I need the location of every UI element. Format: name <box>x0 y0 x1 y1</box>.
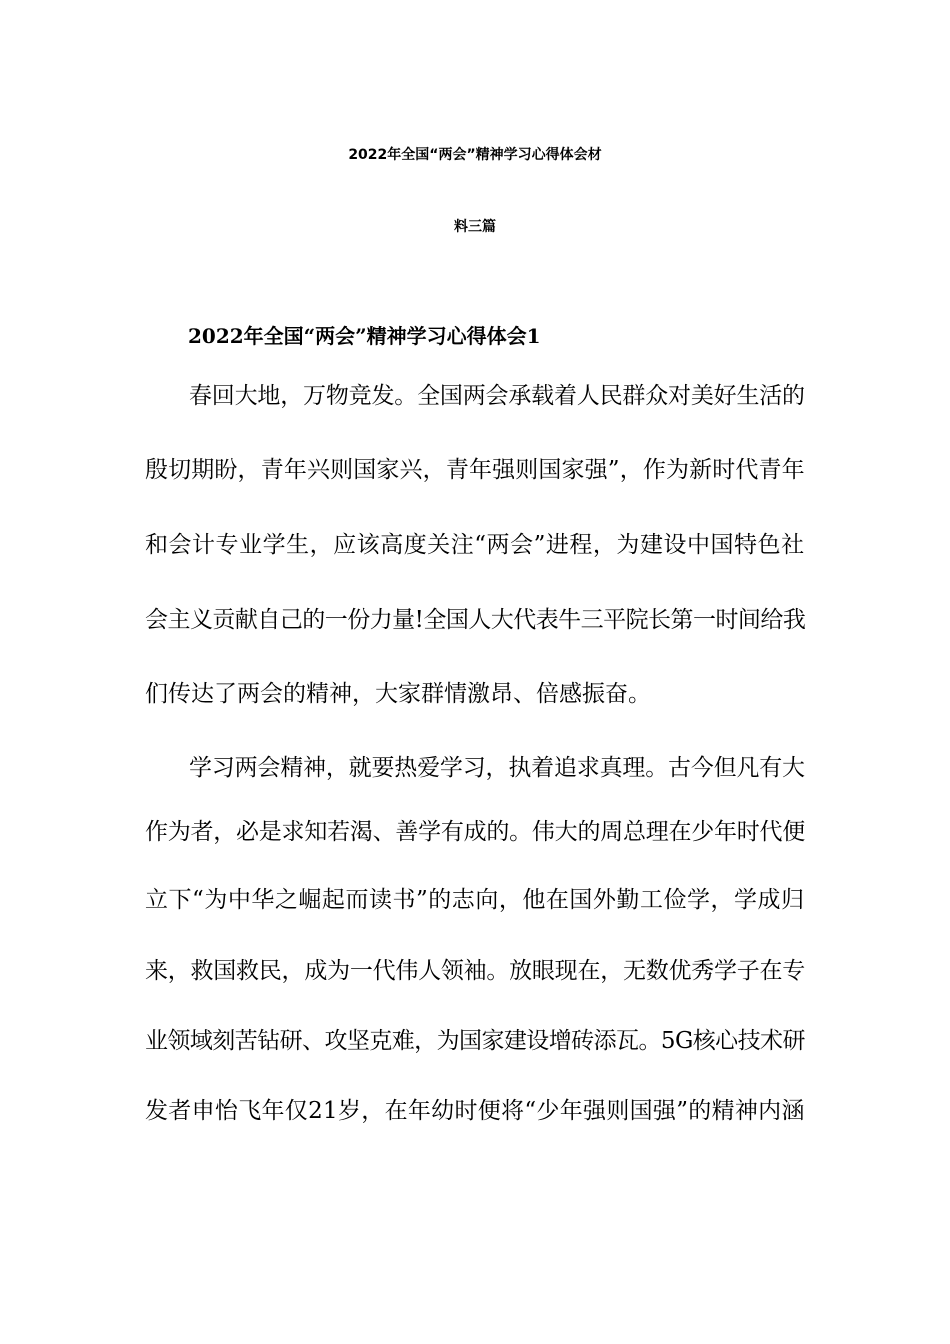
paragraph-1-line-3: 和会计专业学生，应该高度关注“两会”进程，为建设中国特色社 <box>145 532 805 558</box>
paragraph-2-line-6: 发者申怡飞年仅21岁，在年幼时便将“少年强则国强”的精神内涵 <box>145 1098 805 1124</box>
document-title-line-1: 2022年全国“两会”精神学习心得体会材 <box>348 147 602 163</box>
document-title-line-2: 料三篇 <box>454 219 496 235</box>
paragraph-2-line-3: 立下“为中华之崛起而读书”的志向，他在国外勤工俭学，学成归 <box>145 887 805 913</box>
paragraph-2-line-5: 业领域刻苦钻研、攻坚克难，为国家建设增砖添瓦。5G核心技术研 <box>145 1028 805 1054</box>
paragraph-2-line-4: 来，救国救民，成为一代伟人领袖。放眼现在，无数优秀学子在专 <box>145 958 806 984</box>
paragraph-1-line-1: 春回大地，万物竞发。全国两会承载着人民群众对美好生活的 <box>189 383 805 409</box>
paragraph-1-line-4: 会主义贡献自己的一份力量!全国人大代表牛三平院长第一时间给我 <box>145 607 806 633</box>
paragraph-1-line-2: 殷切期盼，青年兴则国家兴，青年强则国家强”，作为新时代青年 <box>145 457 805 483</box>
paragraph-2-line-1: 学习两会精神，就要热爱学习，执着追求真理。古今但凡有大 <box>189 755 805 781</box>
paragraph-1-line-5: 们传达了两会的精神，大家群情激昂、倍感振奋。 <box>145 681 651 707</box>
paragraph-2-line-2: 作为者，必是求知若渴、善学有成的。伟大的周总理在少年时代便 <box>145 819 806 845</box>
section-heading: 2022年全国“两会”精神学习心得体会1 <box>188 324 541 348</box>
